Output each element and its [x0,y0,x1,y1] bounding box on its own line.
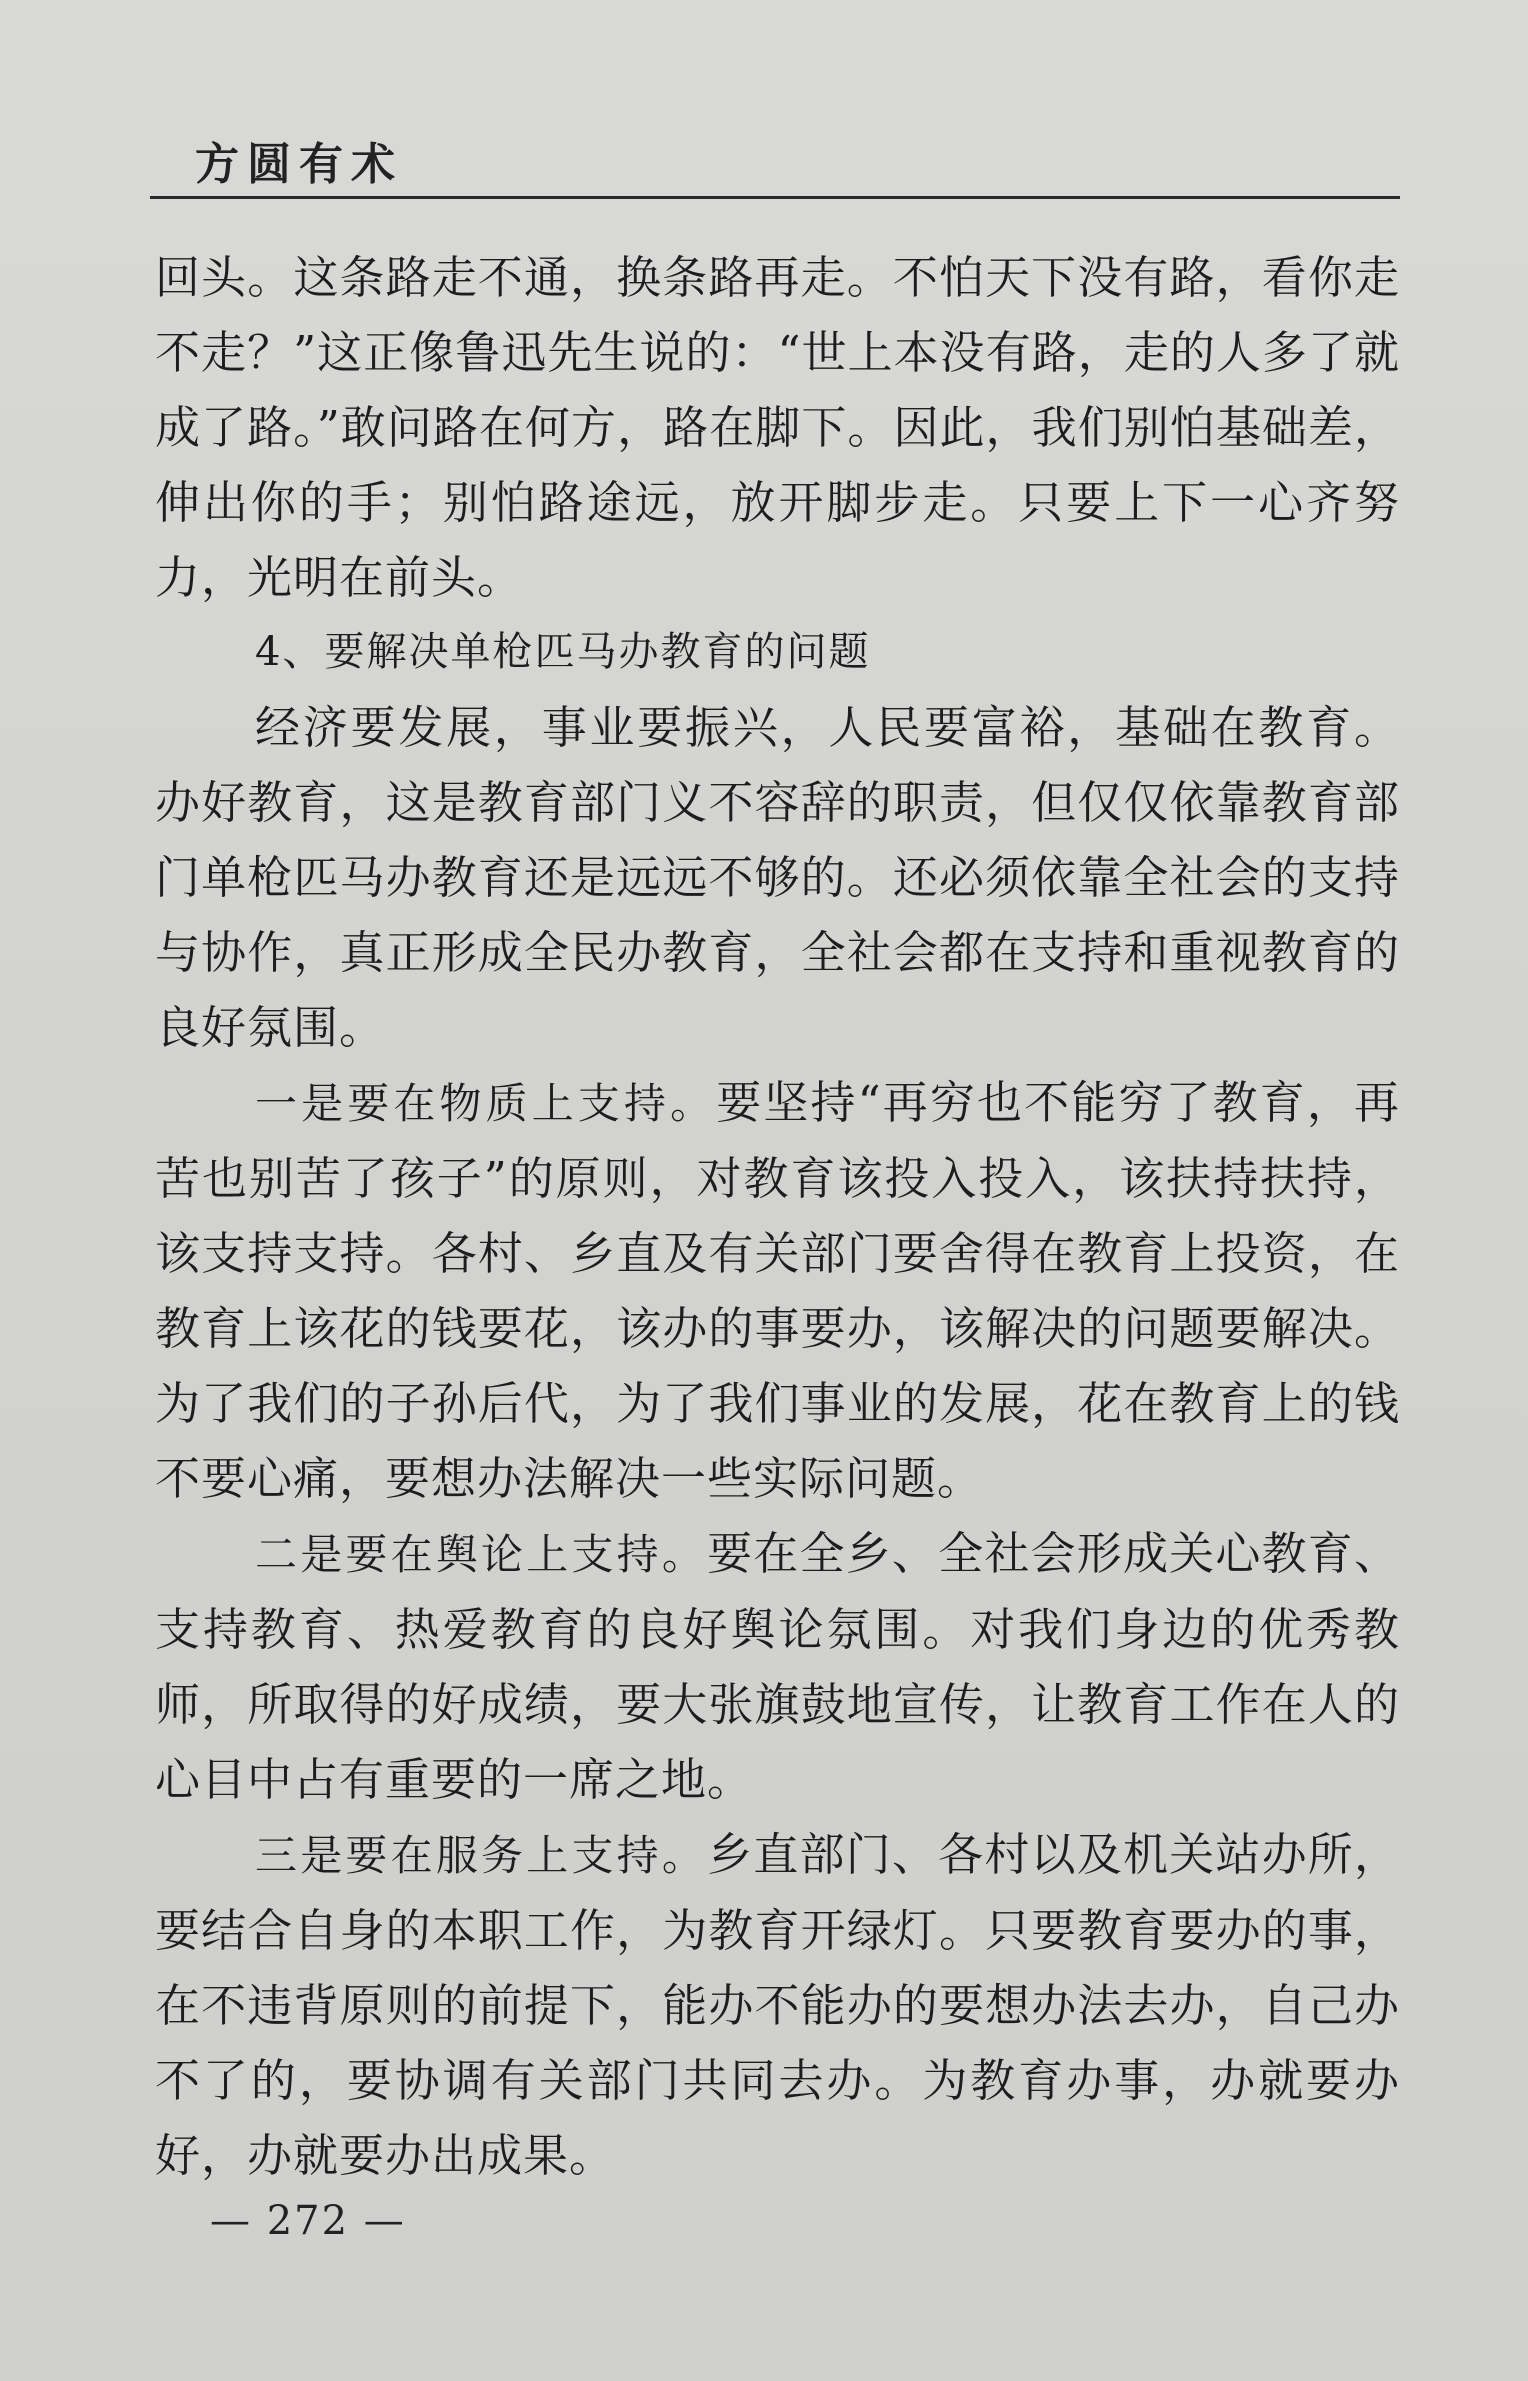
point-material-text: 要坚持“再穷也不能穷了教育，再苦也别苦了孩子”的原则，对教育该投入投入，该扶持扶持，该支持支持。各村、乡直及有关部门要舍得在教育上投资，在教育上该花的钱要花，该办的事要办，该解决的问题要解决。为了我们的子孙后代，为了我们事业的发展，花在教育上的钱不要心痛，要想办法解决一些实际问题。 [155,1076,1400,1505]
running-head: 方圆有术 [195,139,403,190]
point-opinion-lead: 二是要在舆论上支持。 [255,1530,708,1579]
page-number: — 272 — [210,2198,406,2244]
point-service-text: 乡直部门、各村以及机关站办所，要结合自身的本职工作，为教育开绿灯。只要教育要办的事，在不违背原则的前提下，能办不能办的要想办法去办，自己办不了的，要协调有关部门共同去办。为教育办事，办就要办好，办就要办出成果。 [155,1828,1400,2182]
point-opinion-text: 要在全乡、全社会形成关心教育、支持教育、热爱教育的良好舆论氛围。对我们身边的优秀教师，所取得的好成绩，要大张旗鼓地宣传，让教育工作在人的心目中占有重要的一席之地。 [155,1527,1400,1806]
point-service-support [155,1817,1400,2193]
body-text [155,240,1400,2193]
point-opinion-support [155,1516,1400,1817]
section-heading: 4、要解决单枪匹马办教育的问题 [255,629,871,675]
point-service-lead: 三是要在服务上支持。 [255,1831,708,1880]
point-material-support [155,1065,1400,1516]
paragraph-education: 经济要发展，事业要振兴，人民要富裕，基础在教育。办好教育，这是教育部门义不容辞的职责，但仅仅依靠教育部门单枪匹马办教育还是远远不够的。还必须依靠全社会的支持与协作，真正形成全民办教育，全社会都在支持和重视教育的良好氛围。 [155,701,1400,1054]
header-rule [150,196,1400,199]
point-material-lead: 一是要在物质上支持。 [255,1079,717,1128]
paragraph-continued: 回头。这条路走不通，换条路再走。不怕天下没有路，看你走不走？”这正像鲁迅先生说的：“世上本没有路，走的人多了就成了路。”敢问路在何方，路在脚下。因此，我们别怕基础差，伸出你的手；别怕路途远，放开脚步走。只要上下一心齐努力，光明在前头。 [155,251,1400,604]
